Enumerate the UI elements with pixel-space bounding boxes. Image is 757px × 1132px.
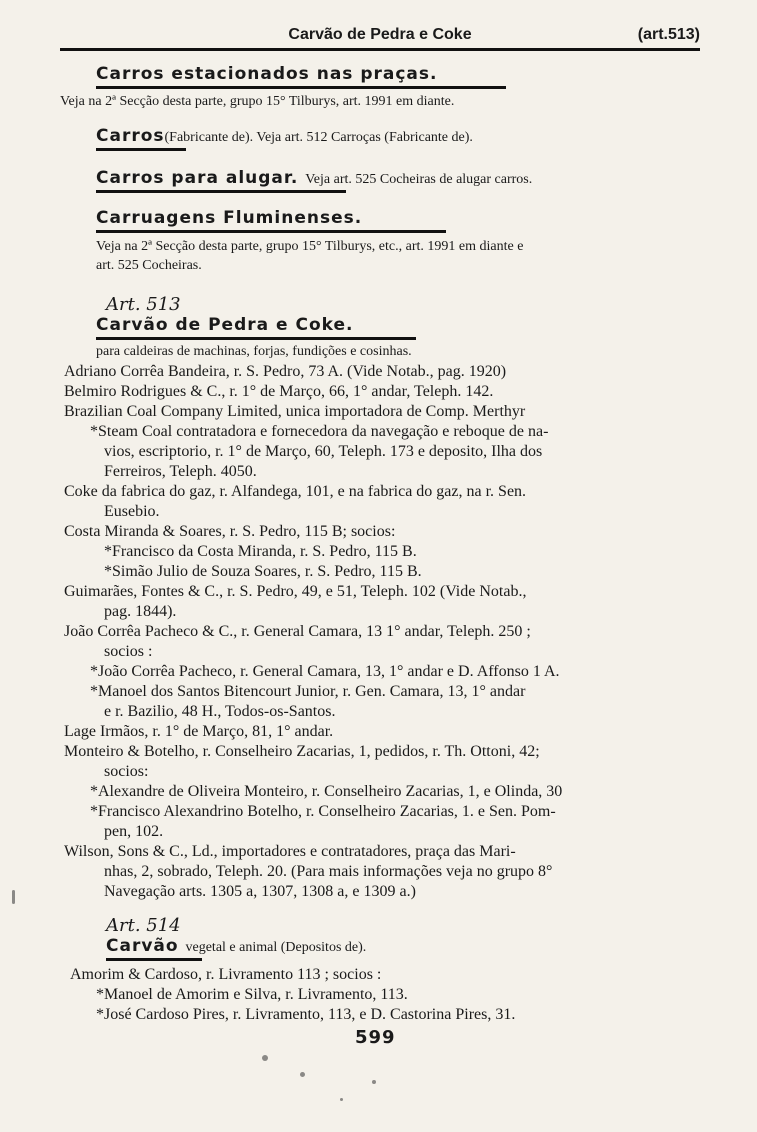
list-item: socios : xyxy=(104,643,153,660)
page-number: 599 xyxy=(355,1027,396,1048)
scan-speck xyxy=(300,1072,305,1077)
heading-art-513: Carvão de Pedra e Coke. xyxy=(96,315,416,340)
list-item: Costa Miranda & Soares, r. S. Pedro, 115 B; socios: xyxy=(64,523,396,540)
list-item: Adriano Corrêa Bandeira, r. S. Pedro, 73 A. (Vide Notab., pag. 1920) xyxy=(64,363,507,380)
list-item: *Simão Julio de Souza Soares, r. S. Pedro, 115 B. xyxy=(104,563,422,580)
list-item: *Francisco Alexandrino Botelho, r. Conselheiro Zacarias, 1. e Sen. Pom- xyxy=(90,803,556,820)
text-carruagens-1: Veja na 2ª Secção desta parte, grupo 15° Tilburys, etc., art. 1991 em diante e xyxy=(96,239,524,254)
heading-carros-alugar: Carros para alugar. Veja art. 525 Cocheiras de alugar carros. xyxy=(96,168,532,193)
scan-speck xyxy=(372,1080,376,1084)
heading-carruagens-fluminenses: Carruagens Fluminenses. xyxy=(96,208,446,233)
running-head-title: Carvão de Pedra e Coke xyxy=(288,26,472,43)
text-carruagens-2: art. 525 Cocheiras. xyxy=(96,258,202,273)
list-item: pen, 102. xyxy=(104,823,164,840)
list-item: Wilson, Sons & C., Ld., importadores e contratadores, praça das Mari- xyxy=(64,843,516,860)
heading-carros-estacionados: Carros estacionados nas praças. xyxy=(96,64,506,89)
list-item: *Francisco da Costa Miranda, r. S. Pedro, 115 B. xyxy=(104,543,417,560)
list-item: Amorim & Cardoso, r. Livramento 113 ; socios : xyxy=(70,966,382,983)
list-item: nhas, 2, sobrado, Teleph. 20. (Para mais informações veja no grupo 8° xyxy=(104,863,553,880)
list-item: socios: xyxy=(104,763,149,780)
list-item: *João Corrêa Pacheco, r. General Camara, 13, 1° andar e D. Affonso 1 A. xyxy=(90,663,560,680)
running-head xyxy=(60,22,700,51)
list-item: e r. Bazilio, 48 H., Todos-os-Santos. xyxy=(104,703,336,720)
heading-carros-fabricante: Carros(Fabricante de). Veja art. 512 Carroças (Fabricante de). xyxy=(96,126,473,151)
list-item: vios, escriptorio, r. 1° de Março, 60, Teleph. 173 e deposito, Ilha dos xyxy=(104,443,543,460)
list-item: pag. 1844). xyxy=(104,603,177,620)
list-item: *Manoel dos Santos Bitencourt Junior, r. Gen. Camara, 13, 1° andar xyxy=(90,683,526,700)
list-item: Monteiro & Botelho, r. Conselheiro Zacarias, 1, pedidos, r. Th. Ottoni, 42; xyxy=(64,743,540,760)
list-item: Navegação arts. 1305 a, 1307, 1308 a, e 1309 a.) xyxy=(104,883,416,900)
running-head-article: (art.513) xyxy=(637,26,700,43)
list-item: João Corrêa Pacheco & C., r. General Camara, 13 1° andar, Teleph. 250 ; xyxy=(64,623,531,640)
scan-speck xyxy=(340,1098,343,1101)
article-label-513: Art. 513 xyxy=(106,294,181,315)
list-item: *Steam Coal contratadora e fornecedora da navegação e reboque de na- xyxy=(90,423,549,440)
article-label-514: Art. 514 xyxy=(106,915,181,936)
list-item: Eusebio. xyxy=(104,503,160,520)
scan-speck xyxy=(12,890,15,904)
list-item: Guimarães, Fontes & C., r. S. Pedro, 49, e 51, Teleph. 102 (Vide Notab., xyxy=(64,583,527,600)
heading-art-514: Carvão vegetal e animal (Depositos de). xyxy=(106,936,366,961)
list-item: Lage Irmãos, r. 1° de Março, 81, 1° andar. xyxy=(64,723,334,740)
scan-speck xyxy=(262,1055,268,1061)
list-item: Ferreiros, Teleph. 4050. xyxy=(104,463,257,480)
list-item: Belmiro Rodrigues & C., r. 1° de Março, 66, 1° andar, Teleph. 142. xyxy=(64,383,494,400)
subtitle-art-513: para caldeiras de machinas, forjas, fundições e cosinhas. xyxy=(96,344,412,359)
list-item: *Manoel de Amorim e Silva, r. Livramento, 113. xyxy=(96,986,408,1003)
list-item: *José Cardoso Pires, r. Livramento, 113, e D. Castorina Pires, 31. xyxy=(96,1006,516,1023)
list-item: Coke da fabrica do gaz, r. Alfandega, 101, e na fabrica do gaz, na r. Sen. xyxy=(64,483,527,500)
text-carros-estacionados: Veja na 2ª Secção desta parte, grupo 15° Tilburys, art. 1991 em diante. xyxy=(60,94,455,109)
list-item: *Alexandre de Oliveira Monteiro, r. Conselheiro Zacarias, 1, e Olinda, 30 xyxy=(90,783,563,800)
list-item: Brazilian Coal Company Limited, unica importadora de Comp. Merthyr xyxy=(64,403,526,420)
